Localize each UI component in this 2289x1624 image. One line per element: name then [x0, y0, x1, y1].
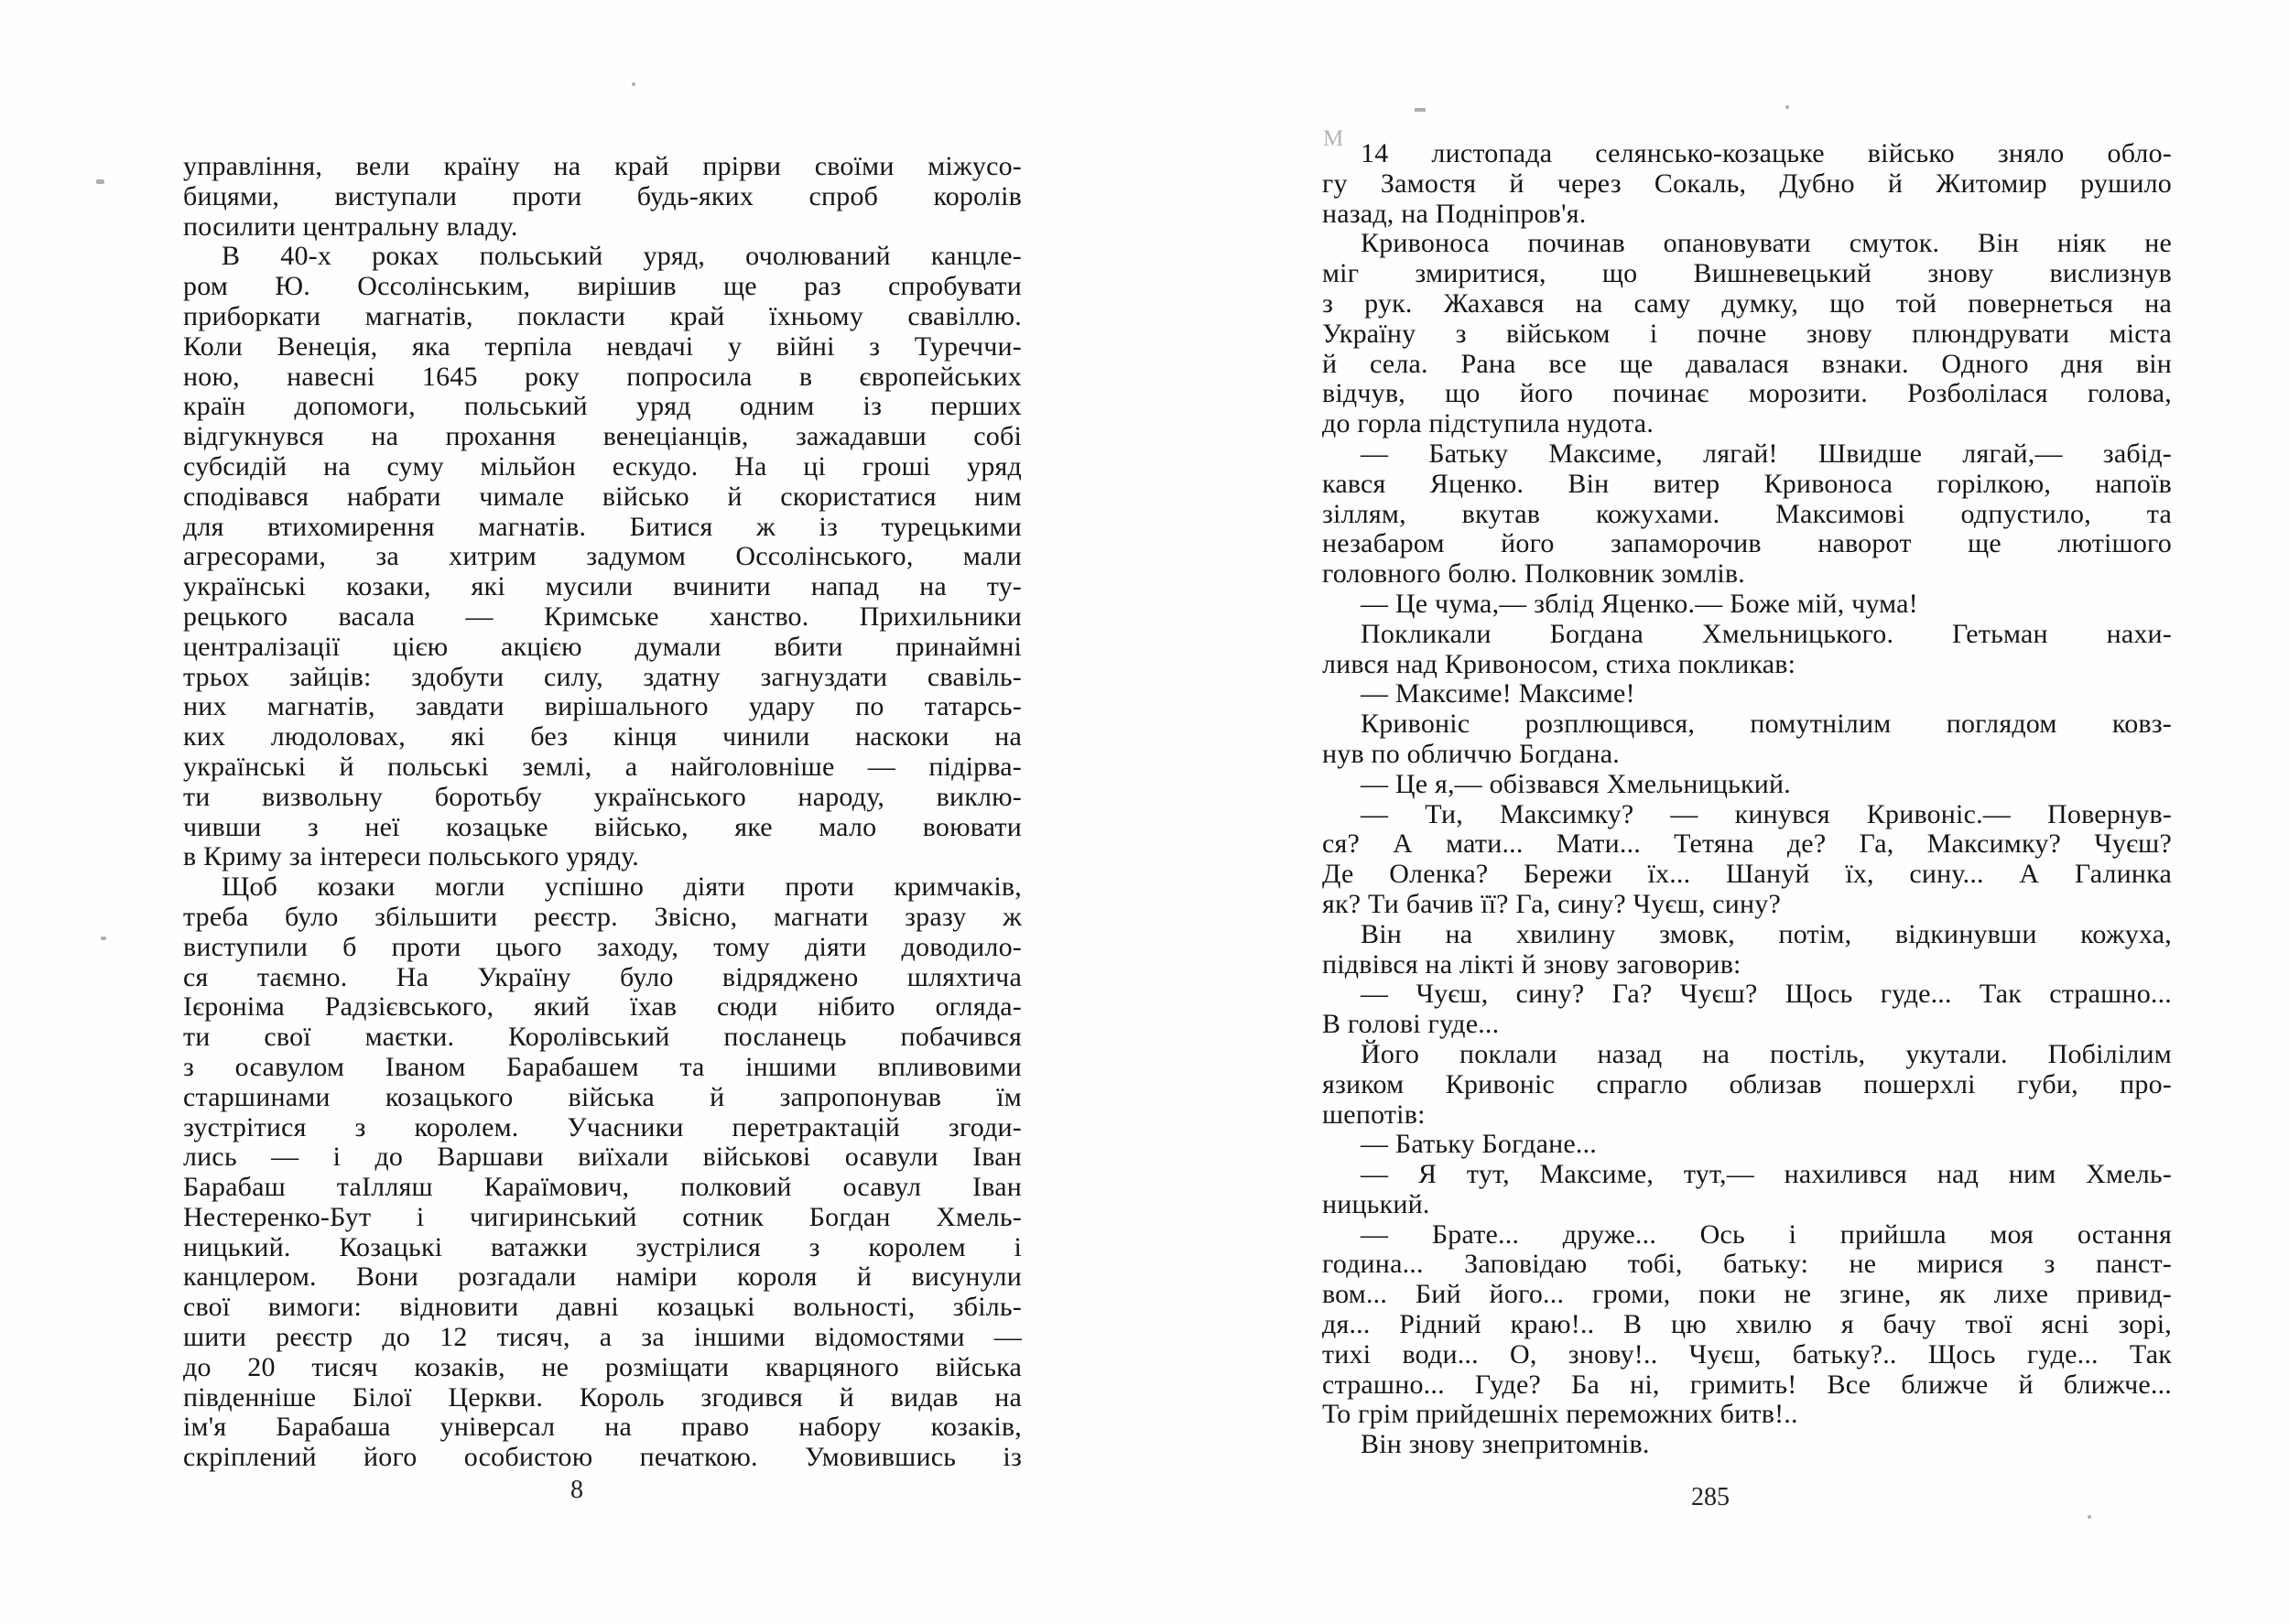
- text-line: В 40-х роках польський уряд, очолюваний канцле-: [222, 241, 1022, 272]
- scan-speck: [632, 82, 635, 86]
- text-line: — Максиме! Максиме!: [1361, 678, 1635, 709]
- text-line: для втихомирення магнатів. Битися ж із турецькими: [183, 511, 1022, 542]
- text-line: Україну з військом і почне знову плюндрувати міста: [1322, 318, 2172, 349]
- text-line: ром Ю. Оссолінським, вирішив ще раз спробувати: [183, 271, 1022, 302]
- text-line: ких людоловах, які без кінця чинили наскоки на: [183, 721, 1022, 752]
- text-line: зіллям, вкутав кожухами. Максимові одпустило, та: [1322, 498, 2172, 529]
- text-line: них магнатів, завдати вирішального удару по татарсь-: [183, 691, 1022, 722]
- text-line: тихі води... О, знову!.. Чуєш, батьку?.. Щось гуде... Так: [1322, 1338, 2172, 1370]
- text-line: до 20 тисяч козаків, не розміщати кварцяного війська: [183, 1351, 1022, 1382]
- left-page-number: 8: [570, 1476, 583, 1504]
- text-line: назад, на Подніпров'я.: [1322, 198, 1587, 229]
- text-line: ся таємно. На Україну було відряджено шляхтича: [183, 961, 1022, 992]
- scan-speck: [96, 179, 104, 184]
- text-line: язиком Кривоніс спрагло облизав пошерхлі губи, про-: [1322, 1068, 2172, 1099]
- text-line: Нестеренко-Бут і чигиринський сотник Богдан Хмель-: [183, 1201, 1022, 1232]
- text-line: з осавулом Іваном Барабашем та іншими впливовими: [183, 1051, 1022, 1082]
- text-line: Він знову знепритомнів.: [1361, 1429, 1650, 1460]
- text-line: Кривоніс розплющився, помутнілим поглядом ковз-: [1361, 709, 2172, 740]
- text-line: скріплений його особистою печаткою. Умовившись із: [183, 1442, 1022, 1473]
- text-line: — Це чума,— зблід Яценко.— Боже мій, чума!: [1361, 588, 1918, 619]
- text-line: — Ти, Максимку? — кинувся Кривоніс.— Повернув-: [1361, 798, 2172, 829]
- text-line: нув по обличчю Богдана.: [1322, 738, 1620, 769]
- scan-speck: [2088, 1515, 2091, 1519]
- text-line: дя... Рідний краю!.. В цю хвилю я бачу твої ясні зорі,: [1322, 1309, 2172, 1340]
- text-line: сподівався набрати чимале військо й скористатися ним: [183, 481, 1022, 512]
- scan-speck: [1785, 105, 1789, 109]
- text-line: треба було збільшити реєстр. Звісно, магнати зразу ж: [183, 901, 1022, 932]
- text-line: свої вимоги: відновити давні козацькі вольності, збіль-: [183, 1292, 1022, 1323]
- text-line: гу Замостя й через Сокаль, Дубно й Житомир рушило: [1322, 168, 2172, 199]
- text-line: виступили б проти цього заходу, тому діяти доводило-: [183, 931, 1022, 962]
- text-line: міг змиритися, що Вишневецький знову вислизнув: [1322, 258, 2172, 289]
- text-line: кався Яценко. Він витер Кривоноса горілкою, напоїв: [1322, 468, 2172, 499]
- text-line: до горла підступила нудота.: [1322, 408, 1654, 439]
- text-line: вом... Бий його... громи, поки не згине, як лихе привид-: [1322, 1279, 2172, 1310]
- text-line: південніше Білої Церкви. Король згодився й видав на: [183, 1381, 1022, 1413]
- text-line: Він на хвилину змовк, потім, відкинувши кожуха,: [1361, 918, 2172, 949]
- text-line: Коли Венеція, яка терпіла невдачі у війні з Туреччи-: [183, 330, 1022, 362]
- text-line: — Чуєш, сину? Га? Чуєш? Щось гуде... Так страшно...: [1361, 979, 2172, 1010]
- text-line: шити реєстр до 12 тисяч, а за іншими відомостями —: [183, 1322, 1022, 1353]
- scan-speck: [1415, 108, 1426, 112]
- text-line: субсидій на суму мільйон ескудо. На ці гроші уряд: [183, 450, 1022, 482]
- scan-speck: [101, 937, 106, 940]
- text-line: страшно... Гуде? Ба ні, гримить! Все ближче й ближче...: [1322, 1369, 2172, 1400]
- text-line: рецького васала — Кримське ханство. Прихильники: [183, 601, 1022, 632]
- margin-smudge-artifact: М: [1323, 126, 1344, 151]
- text-line: відгукнувся на прохання венеціанців, зажадавши собі: [183, 421, 1022, 452]
- text-line: година... Заповідаю тобі, батьку: не мирися з панст-: [1322, 1249, 2172, 1280]
- text-line: й села. Рана все ще давалася взнаки. Одного дня він: [1322, 348, 2172, 379]
- text-line: ницький. Козацькі ватажки зустрілися з королем і: [183, 1231, 1022, 1262]
- text-line: — Батьку Богдане...: [1361, 1129, 1597, 1160]
- right-page-text-column: [1322, 139, 2172, 1460]
- text-line: посилити центральну владу.: [183, 211, 518, 242]
- text-line: шепотів:: [1322, 1099, 1426, 1130]
- text-line: як? Ти бачив її? Га, сину? Чуєш, сину?: [1322, 888, 1781, 919]
- text-line: управління, вели країну на край прірви своїми міжусо-: [183, 151, 1022, 181]
- text-line: ся? А мати... Мати... Тетяна де? Га, Максимку? Чуєш?: [1322, 828, 2172, 860]
- text-line: Ієроніма Радзієвського, який їхав сюди нібито огляда-: [183, 991, 1022, 1023]
- text-line: агресорами, за хитрим задумом Оссолінського, мали: [183, 541, 1022, 572]
- text-line: бицями, виступали проти будь-яких спроб королів: [183, 180, 1022, 211]
- text-line: — Це я,— обізвався Хмельницький.: [1361, 768, 1791, 799]
- text-line: країн допомоги, польський уряд одним із перших: [183, 391, 1022, 422]
- text-line: Барабаш таІлляш Караїмович, полковий осавул Іван: [183, 1172, 1022, 1203]
- text-line: головного болю. Полковник зомлів.: [1322, 558, 1745, 590]
- text-line: зустрітися з королем. Учасники перетрактацій згоди-: [183, 1111, 1022, 1142]
- text-line: відчув, що його починає морозити. Розболілася голова,: [1322, 378, 2172, 409]
- text-line: підвівся на лікті й знову заговорив:: [1322, 948, 1741, 980]
- text-line: — Я тут, Максиме, тут,— нахилився над ним Хмель-: [1361, 1159, 2172, 1190]
- text-line: українські й польські землі, а найголовніше — підірва-: [183, 751, 1022, 782]
- text-line: 14 листопада селянсько-козацьке військо зняло обло-: [1361, 138, 2172, 168]
- text-line: Його поклали назад на постіль, укутали. Побілілим: [1361, 1038, 2172, 1069]
- text-line: ною, навесні 1645 року попросила в європейських: [183, 361, 1022, 392]
- text-line: ти свої маєтки. Королівський посланець побачився: [183, 1022, 1022, 1053]
- text-line: приборкати магнатів, покласти край їхньому свавіллю.: [183, 300, 1022, 331]
- text-line: централізації цією акцією думали вбити принаймні: [183, 631, 1022, 662]
- text-line: українські козаки, які мусили вчинити напад на ту-: [183, 571, 1022, 602]
- text-line: канцлером. Вони розгадали наміри короля й висунули: [183, 1261, 1022, 1293]
- left-page-text-column: [183, 152, 1022, 1473]
- text-line: Де Оленка? Бережи їх... Шануй їх, сину... А Галинка: [1322, 859, 2172, 890]
- text-line: незабаром його запаморочив наворот ще лютішого: [1322, 528, 2172, 559]
- text-line: ім'я Барабаша універсал на право набору козаків,: [183, 1412, 1022, 1443]
- text-line: ти визвольну боротьбу українського народу, виклю-: [183, 781, 1022, 812]
- text-line: чивши з неї козацьке військо, яке мало воювати: [183, 811, 1022, 842]
- text-line: То грім прийдешніх переможних битв!..: [1322, 1399, 1798, 1430]
- text-line: лись — і до Варшави виїхали військові осавули Іван: [183, 1142, 1022, 1173]
- text-line: Щоб козаки могли успішно діяти проти кримчаків,: [222, 872, 1022, 903]
- text-line: Покликали Богдана Хмельницького. Гетьман нахи-: [1361, 618, 2172, 649]
- right-page-number: 285: [1691, 1483, 1730, 1511]
- text-line: ницький.: [1322, 1188, 1430, 1219]
- text-line: з рук. Жахався на саму думку, що той повернеться на: [1322, 287, 2172, 319]
- text-line: трьох зайців: здобути силу, здатну загнуздати свавіль-: [183, 661, 1022, 692]
- text-line: в Криму за інтереси польського уряду.: [183, 841, 640, 872]
- text-line: лився над Кривоносом, стиха покликав:: [1322, 648, 1796, 679]
- text-line: В голові гуде...: [1322, 1009, 1500, 1040]
- text-line: Кривоноса починав опановувати смуток. Він ніяк не: [1361, 228, 2172, 259]
- text-line: — Брате... друже... Ось і прийшла моя остання: [1361, 1218, 2172, 1250]
- text-line: — Батьку Максиме, лягай! Швидше лягай,— забід-: [1361, 438, 2172, 469]
- text-line: старшинами козацького війська й запропонував їм: [183, 1081, 1022, 1112]
